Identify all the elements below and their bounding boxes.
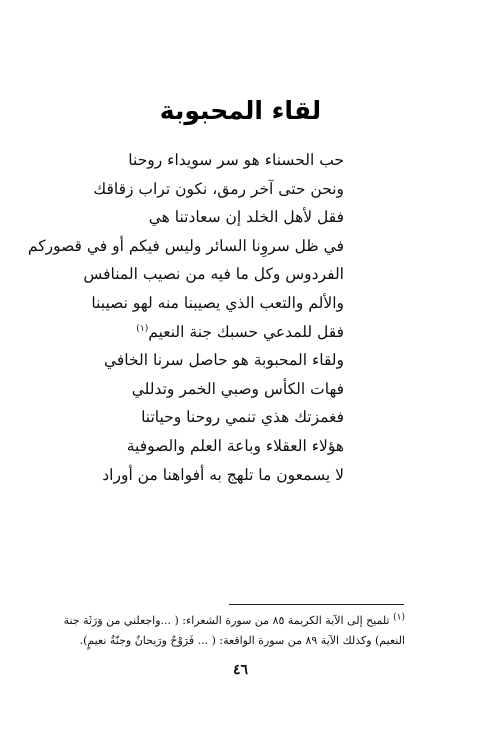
footnote-line	[63, 611, 405, 631]
footnote-reference: (١)	[136, 323, 149, 334]
poem-line: في ظل سروِنا السائر وليس فيكم أو في قصوركم	[27, 236, 344, 255]
poem-line-text: فقل للمدعي حسبك جنة النعيم	[148, 322, 344, 341]
poem	[27, 146, 344, 489]
footnote	[63, 611, 405, 651]
footnote-divider	[229, 604, 404, 605]
poem-line: هؤلاء العقلاء وباعة العلم والصوفية	[126, 436, 344, 455]
footnote-line: النعيم) وكذلك الآية ٨٩ من سورة الواقعة: ( ... فَرَوْحٌ ورَيحانٌ وجنّةُ نعيمٍ).	[79, 634, 405, 647]
poem-line: ولقاء المحبوبة هو حاصل سرنا الخافي	[103, 351, 344, 370]
page-number: ٤٦	[232, 662, 249, 678]
poem-line: فغمزتك هذي تنمي روحنا وحياتنا	[141, 408, 344, 427]
poem-line: والألم والتعب الذي يصيبنا منه لهو نصيبنا	[91, 293, 344, 312]
page-title: لقاء المحبوبة	[159, 96, 322, 125]
footnote-line-text: تلميح إلى الآية الكريمة ٨٥ من سورة الشعراء: ( ...واجعلني من وَرَثَة جنة	[63, 614, 390, 627]
poem-line: فهات الكأس وصبي الخمر وتدللي	[131, 379, 344, 398]
poem-line: ونحن حتى آخر رمق، نكون تراب زقاقك	[93, 179, 344, 198]
poem-line: حب الحسناء هو سر سويداء روحنا	[128, 151, 344, 169]
poem-line: فقل لأهل الخلد إن سعادتنا هي	[148, 208, 344, 227]
poem-line: لا يسمعون ما تلهج به أفواهنا من أوراد	[102, 465, 344, 484]
footnote-marker: (١)	[393, 612, 405, 623]
poem-line: الفردوس وكل ما فيه من نصيب المنافس	[83, 265, 344, 284]
poem-line-with-footnote	[44, 318, 344, 347]
